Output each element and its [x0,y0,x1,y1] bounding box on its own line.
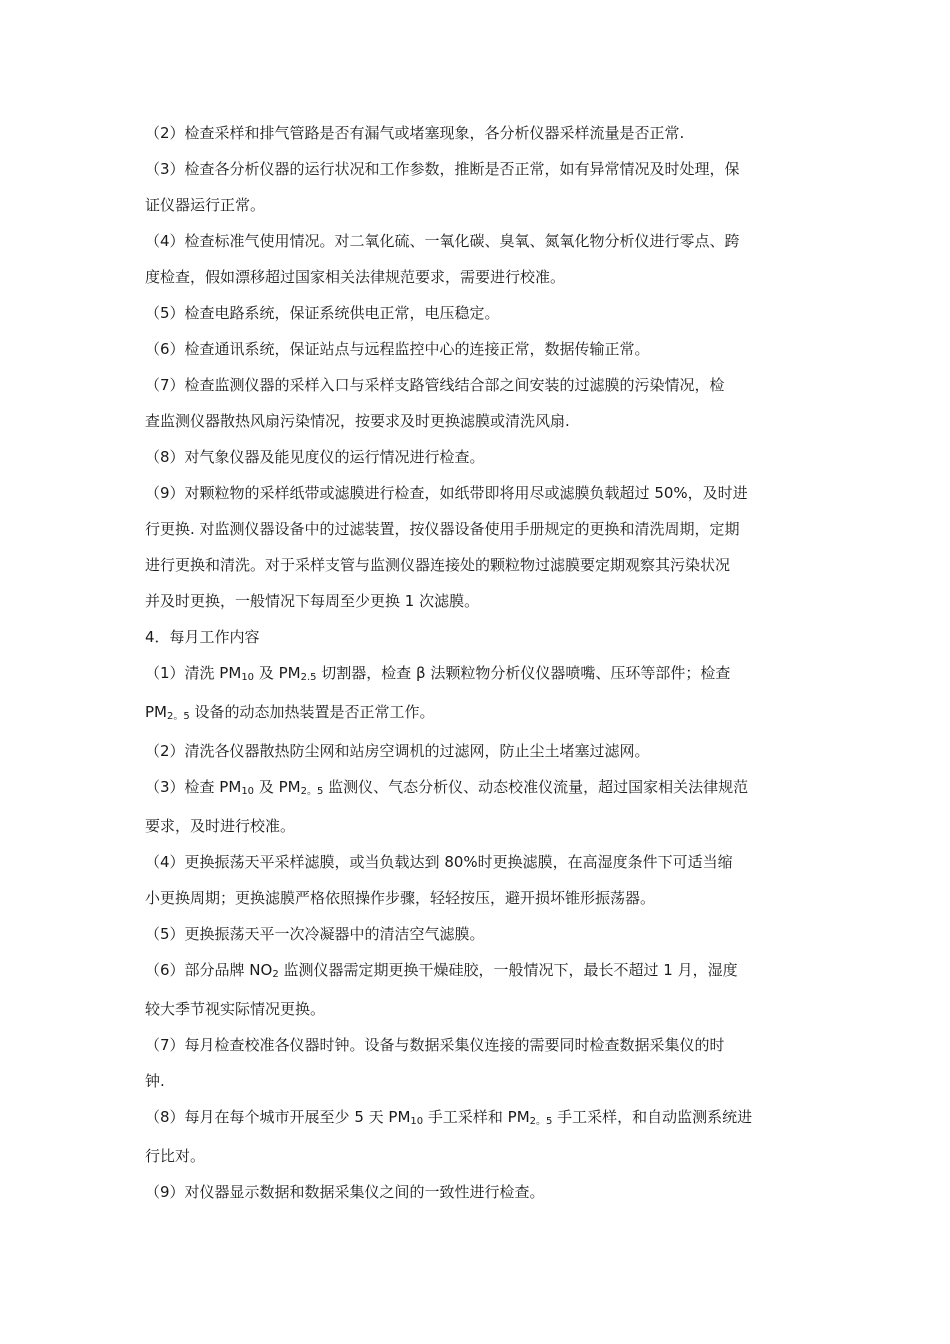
subscript: 2 [272,969,279,980]
subscript: 10 [241,786,255,797]
text-line: （7）检查监测仪器的采样入口与采样支路管线结合部之间安装的过滤膜的污染情况，检 [145,376,725,394]
text-line: 钟. [145,1072,165,1090]
subscript: 2。5 [529,1116,553,1127]
text-line: 并及时更换，一般情况下每周至少更换 1 次滤膜。 [145,592,480,610]
text-span: 监测仪器需定期更换干燥硅胶，一般情况下，最长不超过 1 月，湿度 [278,961,738,979]
text-line [145,778,810,799]
text-span: （1）清洗 PM [145,664,242,682]
text-line: 进行更换和清洗。对于采样支管与监测仪器连接处的颗粒物过滤膜要定期观察其污染状况 [145,556,731,574]
text-line [145,664,810,685]
text-span: 手工采样和 PM [423,1108,530,1126]
text-span: （3）检查 PM [145,778,242,796]
subscript: 10 [410,1116,424,1127]
text-line: （4）更换振荡天平采样滤膜，或当负载达到 80%时更换滤膜，在高湿度条件下可适当缩 [145,853,733,871]
text-line: 行比对。 [145,1147,206,1165]
text-line: 较大季节视实际情况更换。 [145,1000,326,1018]
subscript: 10 [241,672,255,683]
text-span: 监测仪、气态分析仪、动态校准仪流量，超过国家相关法律规范 [323,778,749,796]
text-line: （9）对颗粒物的采样纸带或滤膜进行检查，如纸带即将用尽或滤膜负载超过 50%，及时进 [145,484,748,502]
text-line: 要求，及时进行校准。 [145,817,296,835]
subscript: 2.5 [300,672,317,683]
subscript: 2。5 [300,786,324,797]
subscript: 2。5 [167,711,190,722]
text-span: （8）每月在每个城市开展至少 5 天 PM [145,1108,411,1126]
text-line: （6）检查通讯系统，保证站点与远程监控中心的连接正常，数据传输正常。 [145,340,650,358]
text-line: （3）检查各分析仪器的运行状况和工作参数，推断是否正常，如有异常情况及时处理，保 [145,160,740,178]
text-line [145,961,810,982]
text-span: 及 PM [254,664,301,682]
text-line: （5）检查电路系统，保证系统供电正常，电压稳定。 [145,304,500,322]
text-span: 手工采样，和自动监测系统进 [552,1108,753,1126]
text-span: PM [145,703,167,721]
document-body [145,124,810,1201]
text-span: （6）部分品牌 NO [145,961,273,979]
text-line: （2）检查采样和排气管路是否有漏气或堵塞现象，各分析仪器采样流量是否正常. [145,124,685,142]
text-span: 及 PM [254,778,301,796]
text-line [145,1108,810,1129]
section-heading: 4．每月工作内容 [145,628,260,646]
text-line: 度检查，假如漂移超过国家相关法律规范要求，需要进行校准。 [145,268,566,286]
text-line: （4）检查标准气使用情况。对二氧化硫、一氧化碳、臭氧、氮氧化物分析仪进行零点、跨 [145,232,740,250]
text-line: （2）清洗各仪器散热防尘网和站房空调机的过滤网，防止尘土堵塞过滤网。 [145,742,650,760]
text-line: （8）对气象仪器及能见度仪的运行情况进行检查。 [145,448,485,466]
text-line: （7）每月检查校准各仪器时钟。设备与数据采集仪连接的需要同时检查数据采集仪的时 [145,1036,725,1054]
text-line: （5）更换振荡天平一次冷凝器中的清洁空气滤膜。 [145,925,485,943]
text-span: 切割器，检查 β 法颗粒物分析仪仪器喷嘴、压环等部件；检查 [316,664,731,682]
text-line: 证仪器运行正常。 [145,196,266,214]
text-line: 小更换周期；更换滤膜严格依照操作步骤，轻轻按压，避开损坏锥形振荡器。 [145,889,656,907]
text-line: 查监测仪器散热风扇污染情况，按要求及时更换滤膜或清洗风扇. [145,412,570,430]
text-line: （9）对仪器显示数据和数据采集仪之间的一致性进行检查。 [145,1183,545,1201]
text-line: 行更换. 对监测仪器设备中的过滤装置，按仪器设备使用手册规定的更换和清洗周期，定期 [145,520,740,538]
text-span: 设备的动态加热装置是否正常工作。 [189,703,435,721]
text-line [145,703,810,724]
